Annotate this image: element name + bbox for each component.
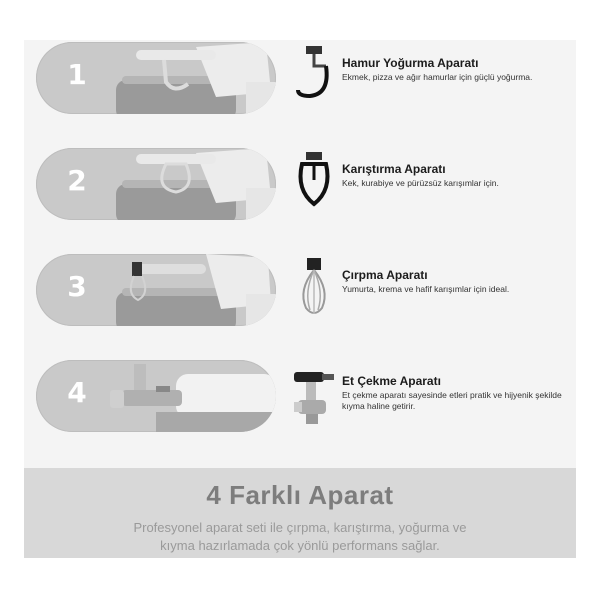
dough-hook-icon [292,44,336,112]
mixer-photo-dough-hook [36,42,276,114]
mixer-photo-beater [36,148,276,220]
step-number: 4 [67,376,87,409]
summary-footer [24,468,576,558]
feature-row-meat-grinder [24,360,576,450]
step-title: Et Çekme Aparatı [342,374,441,388]
features-panel [24,40,576,468]
feature-row-beater [24,148,576,238]
footer-description-line2: kıyma hazırlamada çok yönlü performans sağlar. [160,538,440,553]
footer-title: 4 Farklı Aparat [206,480,394,510]
feature-row-dough-hook [24,42,576,132]
step-title: Karıştırma Aparatı [342,162,446,176]
footer-description [24,519,576,555]
step-description: Ekmek, pizza ve ağır hamurlar için güçlü yoğurma. [342,72,533,82]
footer-description-line1: Profesyonel aparat seti ile çırpma, karıştırma, yoğurma ve [133,520,467,535]
mixer-with-whisk-image [96,254,276,326]
mixer-photo-whisk [36,254,276,326]
step-title: Hamur Yoğurma Aparatı [342,56,479,70]
flat-beater-icon [292,150,336,218]
meat-grinder-icon [292,362,336,430]
mixer-with-dough-hook-image [96,42,276,114]
step-number: 1 [67,58,87,91]
whisk-icon [292,256,336,324]
step-description: Et çekme aparatı sayesinde etleri pratik ve hijyenik şekilde kıyma haline getirir. [342,390,562,411]
step-number: 3 [67,270,87,303]
feature-row-whisk [24,254,576,344]
mixer-photo-meat-grinder [36,360,276,432]
mixer-with-meat-grinder-image [96,360,276,432]
step-title: Çırpma Aparatı [342,268,428,282]
step-description: Yumurta, krema ve hafif karışımlar için ideal. [342,284,510,294]
mixer-with-beater-image [96,148,276,220]
step-number: 2 [67,164,87,197]
step-description: Kek, kurabiye ve pürüzsüz karışımlar için. [342,178,499,188]
